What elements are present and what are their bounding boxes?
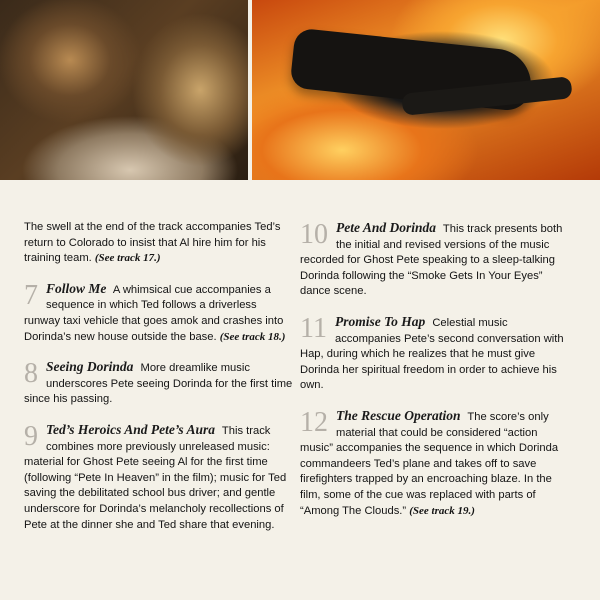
track-text: Celestial music accompanies Pete’s second conversation with Hap, during which he realizes that he must give Dorinda her spiritual freedom in order to achieve his own.: [300, 316, 564, 392]
track-number: 10: [300, 219, 328, 250]
track-entry-9: [24, 422, 294, 533]
track-number: 7: [24, 279, 38, 311]
right-column: [300, 220, 570, 533]
liner-notes: [0, 180, 600, 600]
photo-strip: [0, 0, 600, 180]
intro-paragraph: [24, 220, 294, 267]
left-column: [24, 220, 294, 547]
track-title: Pete And Dorinda: [336, 220, 437, 235]
track-number: 11: [300, 312, 327, 344]
plane-fire-photo: [252, 0, 600, 180]
couple-photo: [0, 0, 248, 180]
track-title: Follow Me: [46, 280, 107, 296]
track-number: 12: [300, 406, 328, 438]
track-entry-12: [300, 408, 570, 519]
track-ref: (See track 19.): [409, 504, 475, 517]
track-title: Promise To Hap: [334, 313, 426, 329]
track-entry-11: [300, 314, 570, 394]
track-title: Seeing Dorinda: [46, 359, 134, 375]
intro-ref: (See track 17.): [94, 252, 161, 265]
track-ref: (See track 18.): [219, 330, 286, 343]
track-entry-10: [300, 220, 570, 300]
track-text: This track combines more previously unreleased music: material for Ghost Pete seeing Al for the first time (following “Pete In Heaven” in the film); music for Ted saving the debilitated school bus driver; and gentle underscore for Dorinda’s melancholy recollections of Pete at the dinner she and Ted share that evening.: [24, 424, 287, 531]
track-title: Ted’s Heroics And Pete’s Aura: [46, 421, 215, 437]
track-title: The Rescue Operation: [336, 407, 461, 423]
track-text: More dreamlike music underscores Pete seeing Dorinda for the first time since his passing.: [24, 362, 293, 406]
track-number: 8: [24, 358, 38, 390]
track-entry-7: [24, 281, 294, 345]
track-text: This track presents both the initial and revised versions of the music recorded for Ghost Pete speaking to a sleep-talking Dorinda following the “Smoke Gets In Your Eyes” dance scene.: [300, 223, 563, 298]
track-number: 9: [24, 420, 38, 452]
track-text: The score’s only material that could be considered “action music” accompanies the sequence in which Dorinda commandeers Ted’s plane and takes off to save firefighters trapped by an encroaching blaze. In the film, some of the cue was replaced with parts of “Among The Clouds.”: [300, 410, 559, 517]
track-entry-8: [24, 359, 294, 408]
intro-text: The swell at the end of the track accompanies Ted’s return to Colorado to insist that Al hire him for his training team.: [24, 221, 281, 265]
track-text: A whimsical cue accompanies a sequence in which Ted follows a driverless runway taxi vehicle that goes amok and crashes into Dorinda’s new house outside the base.: [24, 283, 284, 343]
